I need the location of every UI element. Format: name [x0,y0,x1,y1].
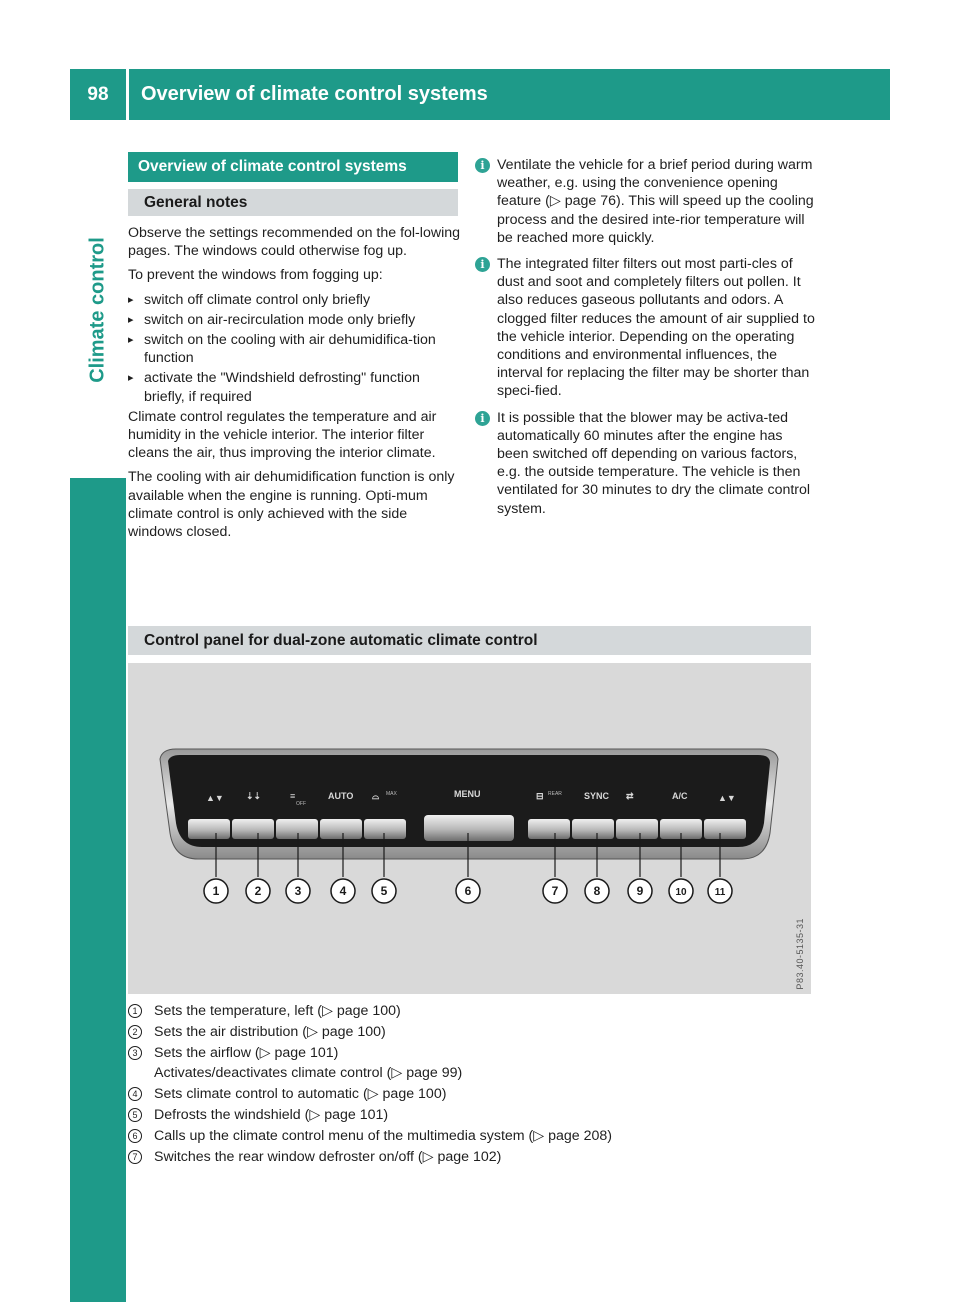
legend-text: Defrosts the windshield (▷ page 101) [154,1106,389,1123]
defrost-icon: ⌓ [372,791,380,801]
legend-number: 4 [128,1087,142,1101]
callout-2: 2 [254,884,262,898]
list-item: ▸ switch off climate control only briefly [128,291,460,309]
header-title: Overview of climate control systems [141,83,488,105]
legend-number: 2 [128,1025,142,1039]
page-number: 98 [87,84,109,105]
legend [128,1001,811,1167]
legend-subtext: Activates/deactivates climate control (▷ page 99) [154,1065,463,1082]
callout-8: 8 [593,884,601,898]
legend-item [128,1001,811,1022]
legend-item [128,1126,811,1147]
legend-number: 7 [128,1150,142,1164]
callout-4: 4 [339,884,347,898]
side-tab-label: Climate control [86,237,109,383]
prevent-lead: To prevent the windows from fogging up: [128,267,383,284]
callout-9: 9 [636,884,644,898]
control-panel-heading: Control panel for dual-zone automatic climate control [128,626,811,655]
legend-item [128,1022,811,1043]
figure-reference: P83.40-5135-31 [795,918,805,990]
legend-text: Sets the airflow (▷ page 101) [154,1044,339,1061]
airflow-icon: ≡ [290,791,296,801]
intro-paragraph: Observe the settings recommended on the fol-lowing pages. The windows could otherwise fog up. [128,225,461,260]
off-indicator: OFF [296,801,306,807]
right-button-group [528,819,746,839]
button-menu[interactable] [424,815,514,841]
legend-text: Sets the temperature, left (▷ page 100) [154,1003,401,1019]
left-column [128,224,460,547]
info-note [475,156,815,247]
legend-number: 3 [128,1046,142,1060]
auto-label: AUTO [328,791,354,801]
button-recirculation[interactable] [616,819,658,839]
legend-text: Sets the air distribution (▷ page 100) [154,1023,386,1040]
prevent-list [128,291,460,406]
legend-text: Sets climate control to automatic (▷ page 100) [154,1086,447,1103]
info-icon: i [475,257,490,272]
button-sync[interactable] [572,819,614,839]
climate-paragraph: Climate control regulates the temperature and air humidity in the vehicle interior. The interior filter cleans the air, thus improving the interior climate. [128,408,437,462]
button-air-distribution[interactable] [232,819,274,839]
callout-11: 11 [714,887,726,898]
button-temp-right[interactable] [704,819,746,839]
callout-1: 1 [212,884,220,898]
legend-text: Switches the rear window defroster on/off (▷ page 102) [154,1148,502,1165]
general-notes-heading: General notes [128,189,458,216]
sync-label: SYNC [584,791,610,801]
callout-10: 10 [675,887,687,898]
cooling-paragraph: The cooling with air dehumidification function is only available when the engine is running. Opti-mum climate control is only achieved with the side windows closed. [128,469,455,541]
header-divider [126,69,129,120]
rear-defrost-icon: ⊟ [536,791,544,801]
temp-left-arrows: ▲▼ [206,793,224,803]
control-panel-illustration [128,663,811,994]
menu-label: MENU [454,789,481,799]
info-icon: i [475,411,490,426]
list-item: ▸ switch on air-recirculation mode only briefly [128,311,460,329]
button-airflow[interactable] [276,819,318,839]
list-item: ▸ switch on the cooling with air dehumidifica-tion function [128,331,460,367]
rear-indicator: REAR [548,791,562,797]
side-tab-block [70,478,126,1302]
air-distribution-icon: ⇣⇣ [246,791,262,801]
note-text: It is possible that the blower may be activa-ted automatically 60 minutes after the engine has been switched off depending on various factors, e.g. the outside temperature. The vehicle is then ventilated for 30 minutes to dry the climate control system. [497,409,811,517]
info-note [475,255,815,401]
legend-number: 5 [128,1108,142,1122]
ac-label: A/C [672,791,688,801]
right-column [475,156,815,526]
legend-number: 1 [128,1004,142,1018]
control-panel-figure [128,663,811,994]
list-item: ▸ activate the "Windshield defrosting" function briefly, if required [128,369,460,405]
left-button-group [188,819,406,839]
callout-6: 6 [464,884,472,898]
callout-5: 5 [380,884,388,898]
legend-item [128,1147,811,1168]
button-rear-defrost[interactable] [528,819,570,839]
info-note [475,409,815,518]
temp-right-arrows: ▲▼ [718,793,736,803]
recirculation-icon: ⇄ [626,791,634,801]
max-indicator: MAX [386,791,397,797]
section-title: Overview of climate control systems [128,152,458,182]
note-text: Ventilate the vehicle for a brief period during warm weather, e.g. using the convenience opening feature (▷ page 76). This will speed up the cooling process and the desired inte-rior temperature will be reached more quickly. [497,157,814,246]
legend-text: Calls up the climate control menu of the multimedia system (▷ page 208) [154,1127,613,1144]
button-temp-left[interactable] [188,819,230,839]
legend-number: 6 [128,1129,142,1143]
callout-3: 3 [294,884,302,898]
info-icon: i [475,158,490,173]
button-defrost[interactable] [364,819,406,839]
legend-item [128,1043,811,1064]
button-auto[interactable] [320,819,362,839]
legend-item [128,1105,811,1126]
callout-7: 7 [551,884,559,898]
note-text: The integrated filter filters out most parti-cles of dust and soot and completely filters out pollen. It also reduces gaseous pollutants and odors. A clogged filter reduces the amount of air supplied to the vehicle interior. Depending on the operating conditions and environmental influences, the interval for replacing the filter may be shorter than speci-fied. [497,256,815,400]
legend-item [128,1084,811,1105]
